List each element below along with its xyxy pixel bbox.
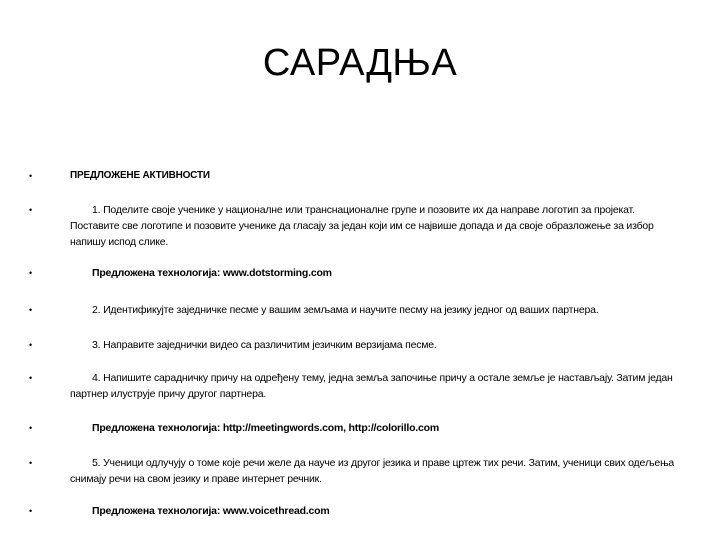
bullet: • bbox=[29, 458, 33, 468]
technology-label: Предложена технологија: bbox=[92, 422, 221, 434]
bullet: • bbox=[29, 171, 33, 181]
technology-link[interactable]: www.dotstorming.com bbox=[222, 267, 332, 279]
activity-text: 2. Идентификујте заједничке песме у вашим земљама и научите песму на језику једног од ваших партнера. bbox=[92, 304, 599, 316]
activity-text: 3. Направите заједнички видео са различитим језичким верзијама песме. bbox=[92, 339, 437, 351]
bullet: • bbox=[29, 373, 33, 383]
bullet: • bbox=[29, 506, 33, 516]
technology-line bbox=[70, 420, 686, 436]
activity-text: 1. Поделите своје ученике у националне или транснационалне групе и позовите их да направе логотип за пројекат. Поставите све логотипе и позовите ученике да гласају за један који им се највише допада и да своје образложење за избор напишу испод слике. bbox=[70, 204, 654, 248]
bullet: • bbox=[29, 268, 33, 278]
slide-title: САРАДЊА bbox=[262, 42, 458, 84]
bullet: • bbox=[29, 205, 33, 215]
technology-label: Предложена технологија: bbox=[92, 505, 221, 517]
technology-link[interactable]: http://meetingwords.com, http://colorillo.com bbox=[222, 422, 440, 434]
activity-text: 5. Ученици одлучују о томе које речи желе да науче из другог језика и праве цртеж тих речи. Затим, ученици свих одељења снимају речи на свом језику и праве интернет речник. bbox=[70, 457, 675, 485]
bullet: • bbox=[29, 340, 33, 350]
technology-line bbox=[70, 503, 686, 519]
technology-line bbox=[70, 265, 686, 281]
bullet: • bbox=[29, 305, 33, 315]
technology-link[interactable]: www.voicethread.com bbox=[222, 505, 330, 517]
bullet: • bbox=[29, 423, 33, 433]
activity-text: 4. Напишите сарадничку причу на одређену тему, једна земља започиње причу а остале земље је настављају. Затим један партнер илуструје причу другог партнера. bbox=[70, 372, 673, 400]
activities-heading: ПРЕДЛОЖЕНЕ АКТИВНОСТИ bbox=[70, 170, 210, 181]
technology-label: Предложена технологија: bbox=[92, 267, 221, 279]
